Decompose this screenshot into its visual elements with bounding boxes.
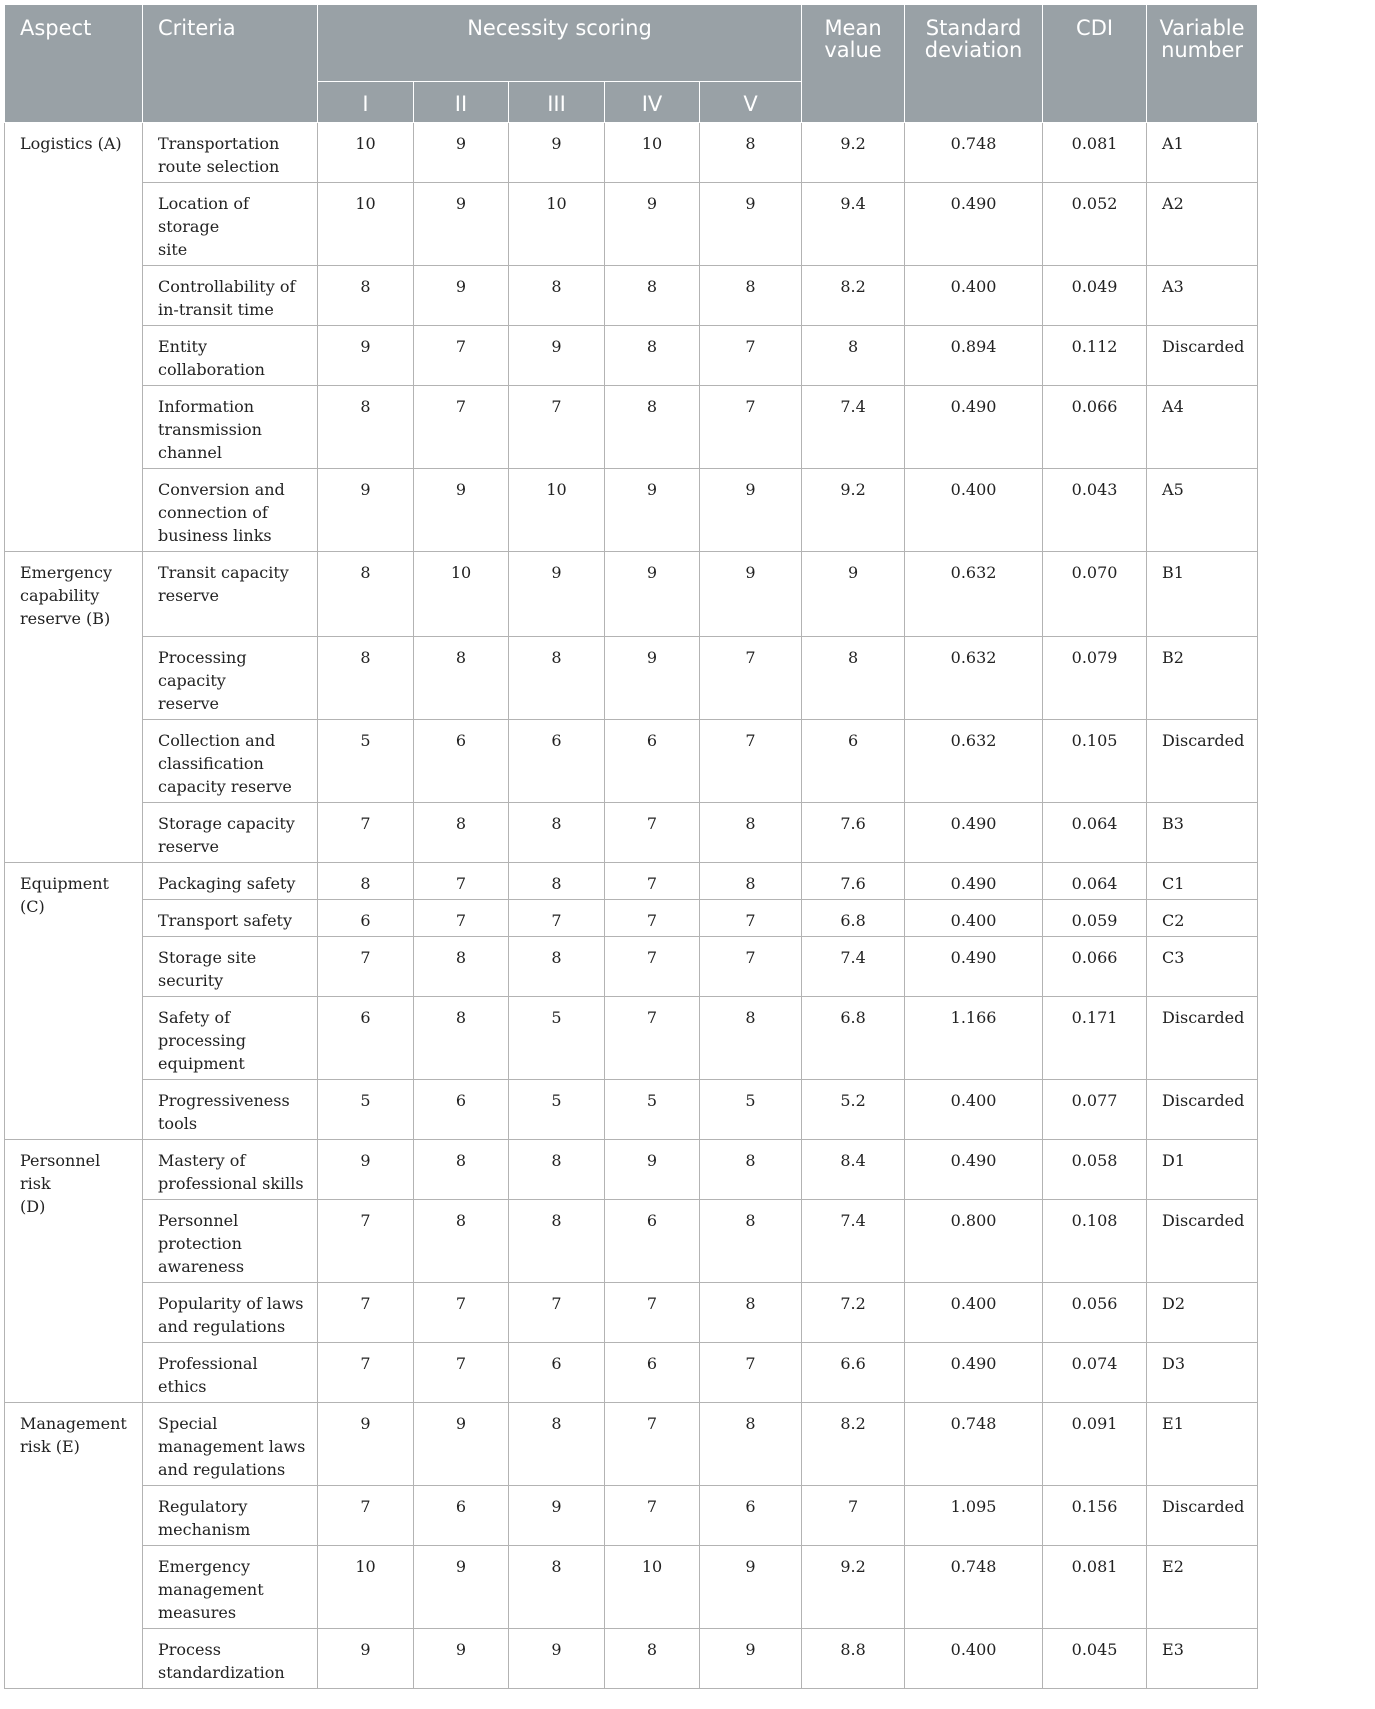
score-cell: 7 <box>605 1283 700 1343</box>
variable-number-cell: E1 <box>1147 1403 1258 1486</box>
mean-value-cell: 8.8 <box>802 1629 905 1689</box>
score-cell: 7 <box>605 863 700 900</box>
table-row <box>5 326 1258 386</box>
criteria-cell: Popularity of laws and regulations <box>143 1283 318 1343</box>
mean-value-cell: 6.8 <box>802 900 905 937</box>
score-cell: 7 <box>318 1283 414 1343</box>
table-row <box>5 937 1258 997</box>
variable-number-cell: C2 <box>1147 900 1258 937</box>
variable-number-cell: A2 <box>1147 183 1258 266</box>
score-cell: 8 <box>700 1283 802 1343</box>
score-cell: 6 <box>509 720 605 803</box>
table-row <box>5 803 1258 863</box>
cdi-cell: 0.091 <box>1043 1403 1147 1486</box>
standard-deviation-cell: 0.490 <box>905 183 1043 266</box>
mean-value-cell: 6.6 <box>802 1343 905 1403</box>
score-cell: 5 <box>318 1080 414 1140</box>
table-row <box>5 1200 1258 1283</box>
cdi-cell: 0.049 <box>1043 266 1147 326</box>
cdi-cell: 0.156 <box>1043 1486 1147 1546</box>
score-cell: 6 <box>318 900 414 937</box>
variable-number-cell: Discarded <box>1147 997 1258 1080</box>
mean-value-cell: 9.2 <box>802 1546 905 1629</box>
header-necessity-scoring: Necessity scoring <box>318 5 802 82</box>
variable-number-cell: A1 <box>1147 123 1258 183</box>
score-cell: 7 <box>605 997 700 1080</box>
standard-deviation-cell: 0.490 <box>905 1343 1043 1403</box>
cdi-cell: 0.171 <box>1043 997 1147 1080</box>
score-cell: 6 <box>318 997 414 1080</box>
score-cell: 8 <box>414 937 509 997</box>
score-cell: 9 <box>318 1403 414 1486</box>
criteria-cell: Storage site security <box>143 937 318 997</box>
standard-deviation-cell: 0.490 <box>905 937 1043 997</box>
table-row <box>5 1080 1258 1140</box>
score-cell: 8 <box>318 863 414 900</box>
mean-value-cell: 5.2 <box>802 1080 905 1140</box>
variable-number-cell: Discarded <box>1147 1200 1258 1283</box>
variable-number-cell: C1 <box>1147 863 1258 900</box>
score-cell: 9 <box>700 1629 802 1689</box>
score-cell: 7 <box>700 900 802 937</box>
score-cell: 9 <box>414 1403 509 1486</box>
score-cell: 10 <box>318 183 414 266</box>
score-cell: 6 <box>700 1486 802 1546</box>
criteria-cell: Entity collaboration <box>143 326 318 386</box>
cdi-cell: 0.108 <box>1043 1200 1147 1283</box>
score-cell: 9 <box>605 637 700 720</box>
table-row <box>5 720 1258 803</box>
mean-value-cell: 8 <box>802 637 905 720</box>
header-standard-deviation: Standard deviation <box>905 5 1043 123</box>
score-cell: 8 <box>700 266 802 326</box>
score-cell: 9 <box>509 123 605 183</box>
score-cell: 6 <box>414 720 509 803</box>
criteria-cell: Personnel protection awareness <box>143 1200 318 1283</box>
variable-number-cell: A4 <box>1147 386 1258 469</box>
variable-number-cell: D2 <box>1147 1283 1258 1343</box>
score-cell: 7 <box>509 1283 605 1343</box>
standard-deviation-cell: 0.748 <box>905 123 1043 183</box>
score-cell: 7 <box>318 803 414 863</box>
score-cell: 9 <box>700 552 802 637</box>
cdi-cell: 0.079 <box>1043 637 1147 720</box>
header-aspect: Aspect <box>5 5 143 123</box>
data-table-container <box>4 4 1257 1689</box>
criteria-cell: Controllability of in-transit time <box>143 266 318 326</box>
score-cell: 6 <box>605 1343 700 1403</box>
criteria-cell: Emergency management measures <box>143 1546 318 1629</box>
score-cell: 9 <box>700 1546 802 1629</box>
table-row <box>5 900 1258 937</box>
standard-deviation-cell: 0.400 <box>905 1629 1043 1689</box>
standard-deviation-cell: 0.400 <box>905 1283 1043 1343</box>
score-cell: 8 <box>509 1403 605 1486</box>
table-header <box>5 5 1258 123</box>
aspect-cell: Emergency capability reserve (B) <box>5 552 143 863</box>
score-cell: 8 <box>700 1403 802 1486</box>
score-cell: 7 <box>605 1403 700 1486</box>
score-cell: 8 <box>605 1629 700 1689</box>
score-cell: 9 <box>700 469 802 552</box>
cdi-cell: 0.077 <box>1043 1080 1147 1140</box>
score-cell: 9 <box>318 1629 414 1689</box>
score-cell: 8 <box>414 1200 509 1283</box>
criteria-cell: Safety of processing equipment <box>143 997 318 1080</box>
standard-deviation-cell: 0.400 <box>905 1080 1043 1140</box>
standard-deviation-cell: 0.748 <box>905 1546 1043 1629</box>
score-cell: 9 <box>414 1629 509 1689</box>
cdi-cell: 0.070 <box>1043 552 1147 637</box>
mean-value-cell: 7.2 <box>802 1283 905 1343</box>
score-cell: 8 <box>605 386 700 469</box>
mean-value-cell: 9.4 <box>802 183 905 266</box>
variable-number-cell: Discarded <box>1147 1486 1258 1546</box>
criteria-cell: Location of storage site <box>143 183 318 266</box>
standard-deviation-cell: 0.800 <box>905 1200 1043 1283</box>
cdi-cell: 0.056 <box>1043 1283 1147 1343</box>
score-cell: 7 <box>700 720 802 803</box>
score-cell: 7 <box>414 863 509 900</box>
mean-value-cell: 9.2 <box>802 123 905 183</box>
score-cell: 7 <box>509 386 605 469</box>
score-cell: 5 <box>318 720 414 803</box>
standard-deviation-cell: 0.400 <box>905 469 1043 552</box>
header-expert-i: I <box>318 82 414 123</box>
score-cell: 7 <box>700 1343 802 1403</box>
table-row <box>5 123 1258 183</box>
score-cell: 8 <box>509 863 605 900</box>
score-cell: 7 <box>509 900 605 937</box>
header-cdi: CDI <box>1043 5 1147 123</box>
table-row <box>5 1546 1258 1629</box>
mean-value-cell: 6.8 <box>802 997 905 1080</box>
mean-value-cell: 7.4 <box>802 1200 905 1283</box>
criteria-cell: Special management laws and regulations <box>143 1403 318 1486</box>
score-cell: 10 <box>509 469 605 552</box>
score-cell: 9 <box>509 1486 605 1546</box>
standard-deviation-cell: 0.490 <box>905 863 1043 900</box>
score-cell: 7 <box>414 386 509 469</box>
score-cell: 7 <box>605 937 700 997</box>
score-cell: 8 <box>318 266 414 326</box>
variable-number-cell: Discarded <box>1147 1080 1258 1140</box>
cdi-cell: 0.064 <box>1043 803 1147 863</box>
mean-value-cell: 9.2 <box>802 469 905 552</box>
table-row <box>5 386 1258 469</box>
score-cell: 10 <box>414 552 509 637</box>
score-cell: 7 <box>700 637 802 720</box>
table-row <box>5 1140 1258 1200</box>
score-cell: 6 <box>509 1343 605 1403</box>
mean-value-cell: 9 <box>802 552 905 637</box>
cdi-cell: 0.081 <box>1043 1546 1147 1629</box>
criteria-cell: Professional ethics <box>143 1343 318 1403</box>
score-cell: 9 <box>509 552 605 637</box>
score-cell: 5 <box>700 1080 802 1140</box>
table-row <box>5 1486 1258 1546</box>
cdi-cell: 0.052 <box>1043 183 1147 266</box>
score-cell: 7 <box>318 1200 414 1283</box>
variable-number-cell: B3 <box>1147 803 1258 863</box>
score-cell: 7 <box>700 326 802 386</box>
score-cell: 10 <box>605 1546 700 1629</box>
aspect-cell: Equipment (C) <box>5 863 143 1140</box>
mean-value-cell: 8.4 <box>802 1140 905 1200</box>
standard-deviation-cell: 0.400 <box>905 266 1043 326</box>
score-cell: 8 <box>509 1200 605 1283</box>
header-criteria: Criteria <box>143 5 318 123</box>
score-cell: 9 <box>414 123 509 183</box>
criteria-cell: Process standardization <box>143 1629 318 1689</box>
table-row <box>5 469 1258 552</box>
mean-value-cell: 8.2 <box>802 266 905 326</box>
standard-deviation-cell: 1.095 <box>905 1486 1043 1546</box>
score-cell: 10 <box>605 123 700 183</box>
variable-number-cell: B2 <box>1147 637 1258 720</box>
table-row <box>5 1629 1258 1689</box>
score-cell: 9 <box>509 1629 605 1689</box>
mean-value-cell: 7.4 <box>802 937 905 997</box>
aspect-cell: Management risk (E) <box>5 1403 143 1689</box>
score-cell: 8 <box>509 1546 605 1629</box>
table-row <box>5 637 1258 720</box>
score-cell: 8 <box>414 1140 509 1200</box>
table-row <box>5 863 1258 900</box>
cdi-cell: 0.045 <box>1043 1629 1147 1689</box>
score-cell: 8 <box>700 1200 802 1283</box>
score-cell: 7 <box>414 1283 509 1343</box>
variable-number-cell: A5 <box>1147 469 1258 552</box>
cdi-cell: 0.081 <box>1043 123 1147 183</box>
score-cell: 7 <box>700 386 802 469</box>
criteria-cell: Information transmission channel <box>143 386 318 469</box>
criteria-cell: Transportation route selection <box>143 123 318 183</box>
mean-value-cell: 8 <box>802 326 905 386</box>
mean-value-cell: 7.6 <box>802 863 905 900</box>
score-cell: 8 <box>414 637 509 720</box>
score-cell: 8 <box>318 552 414 637</box>
score-cell: 5 <box>605 1080 700 1140</box>
standard-deviation-cell: 0.632 <box>905 720 1043 803</box>
header-expert-iv: IV <box>605 82 700 123</box>
cdi-cell: 0.074 <box>1043 1343 1147 1403</box>
criteria-cell: Transit capacity reserve <box>143 552 318 637</box>
cdi-cell: 0.064 <box>1043 863 1147 900</box>
criteria-cell: Processing capacity reserve <box>143 637 318 720</box>
variable-number-cell: E3 <box>1147 1629 1258 1689</box>
variable-number-cell: B1 <box>1147 552 1258 637</box>
variable-number-cell: A3 <box>1147 266 1258 326</box>
score-cell: 9 <box>318 1140 414 1200</box>
table-row <box>5 552 1258 637</box>
header-expert-v: V <box>700 82 802 123</box>
score-cell: 10 <box>509 183 605 266</box>
standard-deviation-cell: 0.400 <box>905 900 1043 937</box>
criteria-cell: Progressiveness tools <box>143 1080 318 1140</box>
score-cell: 8 <box>605 326 700 386</box>
score-cell: 9 <box>414 183 509 266</box>
criteria-cell: Conversion and connection of business links <box>143 469 318 552</box>
standard-deviation-cell: 0.490 <box>905 803 1043 863</box>
score-cell: 8 <box>414 997 509 1080</box>
score-cell: 9 <box>509 326 605 386</box>
mean-value-cell: 8.2 <box>802 1403 905 1486</box>
header-variable-number: Variable number <box>1147 5 1258 123</box>
header-expert-ii: II <box>414 82 509 123</box>
criteria-cell: Mastery of professional skills <box>143 1140 318 1200</box>
score-cell: 9 <box>414 266 509 326</box>
score-cell: 8 <box>509 1140 605 1200</box>
score-cell: 9 <box>700 183 802 266</box>
table-row <box>5 997 1258 1080</box>
cdi-cell: 0.058 <box>1043 1140 1147 1200</box>
score-cell: 7 <box>414 900 509 937</box>
aspect-cell: Personnel risk (D) <box>5 1140 143 1403</box>
mean-value-cell: 6 <box>802 720 905 803</box>
score-cell: 9 <box>414 1546 509 1629</box>
score-cell: 7 <box>605 803 700 863</box>
score-cell: 6 <box>605 720 700 803</box>
table-row <box>5 266 1258 326</box>
cdi-cell: 0.105 <box>1043 720 1147 803</box>
score-cell: 10 <box>318 123 414 183</box>
score-cell: 8 <box>509 937 605 997</box>
cdi-cell: 0.112 <box>1043 326 1147 386</box>
score-cell: 7 <box>605 900 700 937</box>
score-cell: 8 <box>414 803 509 863</box>
cdi-cell: 0.066 <box>1043 386 1147 469</box>
standard-deviation-cell: 0.490 <box>905 386 1043 469</box>
criteria-cell: Storage capacity reserve <box>143 803 318 863</box>
score-cell: 9 <box>605 469 700 552</box>
score-cell: 8 <box>700 803 802 863</box>
cdi-cell: 0.043 <box>1043 469 1147 552</box>
score-cell: 7 <box>414 1343 509 1403</box>
table-row <box>5 1343 1258 1403</box>
score-cell: 8 <box>318 637 414 720</box>
score-cell: 5 <box>509 1080 605 1140</box>
table-body <box>5 123 1258 1689</box>
score-cell: 9 <box>605 183 700 266</box>
score-cell: 8 <box>700 997 802 1080</box>
score-cell: 7 <box>318 1343 414 1403</box>
header-expert-iii: III <box>509 82 605 123</box>
score-cell: 9 <box>318 326 414 386</box>
score-cell: 6 <box>605 1200 700 1283</box>
score-cell: 9 <box>318 469 414 552</box>
score-cell: 8 <box>509 266 605 326</box>
score-cell: 9 <box>414 469 509 552</box>
standard-deviation-cell: 0.490 <box>905 1140 1043 1200</box>
score-cell: 8 <box>700 1140 802 1200</box>
variable-number-cell: C3 <box>1147 937 1258 997</box>
cdi-cell: 0.059 <box>1043 900 1147 937</box>
cdi-cell: 0.066 <box>1043 937 1147 997</box>
score-cell: 7 <box>414 326 509 386</box>
variable-number-cell: D3 <box>1147 1343 1258 1403</box>
score-cell: 8 <box>700 863 802 900</box>
criteria-cell: Transport safety <box>143 900 318 937</box>
variable-number-cell: Discarded <box>1147 720 1258 803</box>
standard-deviation-cell: 0.894 <box>905 326 1043 386</box>
score-cell: 7 <box>318 1486 414 1546</box>
mean-value-cell: 7.4 <box>802 386 905 469</box>
table-row <box>5 183 1258 266</box>
score-cell: 8 <box>509 637 605 720</box>
mean-value-cell: 7.6 <box>802 803 905 863</box>
variable-number-cell: Discarded <box>1147 326 1258 386</box>
header-mean-value: Mean value <box>802 5 905 123</box>
score-cell: 5 <box>509 997 605 1080</box>
aspect-cell: Logistics (A) <box>5 123 143 552</box>
score-cell: 8 <box>509 803 605 863</box>
variable-number-cell: E2 <box>1147 1546 1258 1629</box>
score-cell: 6 <box>414 1080 509 1140</box>
mean-value-cell: 7 <box>802 1486 905 1546</box>
standard-deviation-cell: 1.166 <box>905 997 1043 1080</box>
criteria-cell: Collection and classification capacity reserve <box>143 720 318 803</box>
criteria-cell: Regulatory mechanism <box>143 1486 318 1546</box>
score-cell: 6 <box>414 1486 509 1546</box>
score-cell: 7 <box>700 937 802 997</box>
standard-deviation-cell: 0.748 <box>905 1403 1043 1486</box>
score-cell: 9 <box>605 552 700 637</box>
score-cell: 7 <box>605 1486 700 1546</box>
score-cell: 9 <box>605 1140 700 1200</box>
criteria-cell: Packaging safety <box>143 863 318 900</box>
score-cell: 7 <box>318 937 414 997</box>
table-row <box>5 1403 1258 1486</box>
score-cell: 8 <box>318 386 414 469</box>
standard-deviation-cell: 0.632 <box>905 637 1043 720</box>
necessity-scoring-table <box>4 4 1258 1689</box>
score-cell: 8 <box>700 123 802 183</box>
variable-number-cell: D1 <box>1147 1140 1258 1200</box>
table-row <box>5 1283 1258 1343</box>
score-cell: 10 <box>318 1546 414 1629</box>
score-cell: 8 <box>605 266 700 326</box>
standard-deviation-cell: 0.632 <box>905 552 1043 637</box>
